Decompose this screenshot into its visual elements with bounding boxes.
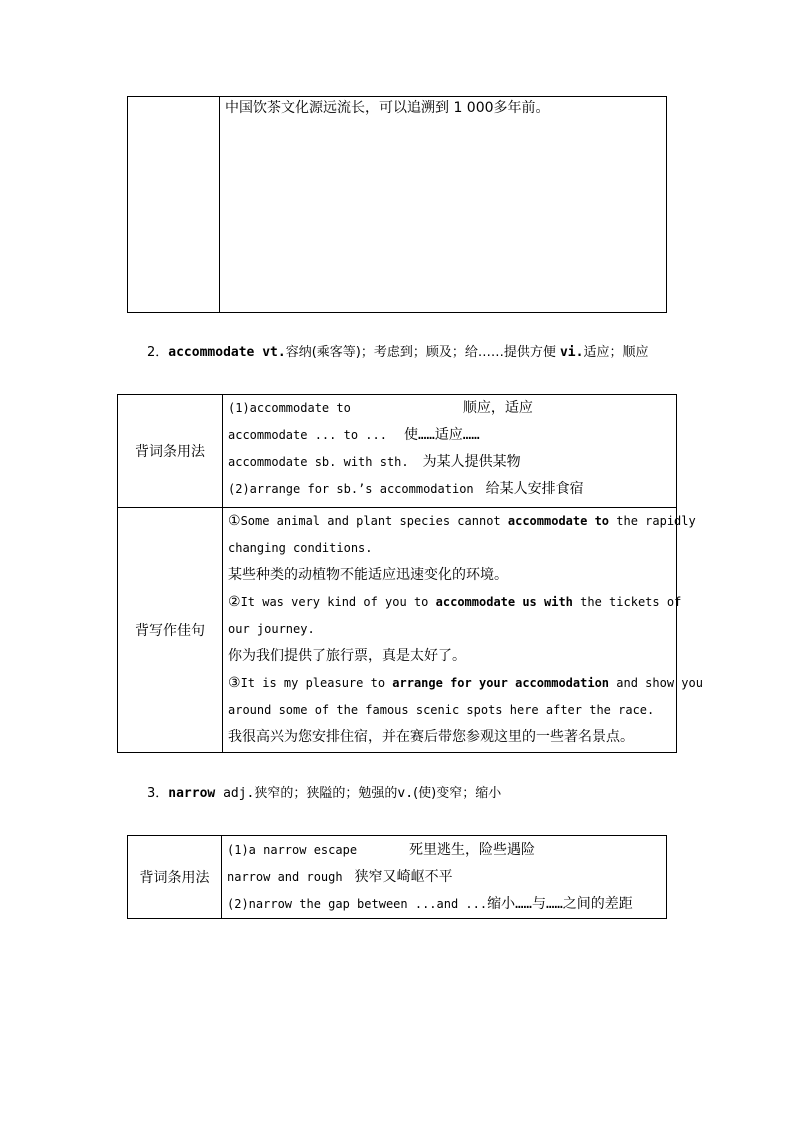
heading2-meaning: 容纳(乘客等)；考虑到；顾及；给……提供方便	[285, 345, 560, 360]
usage-cn: 顺应，适应	[462, 400, 533, 416]
example-1-cn: 某些种类的动植物不能适应迅速变化的环境。	[228, 567, 508, 583]
example-2-line-2: our journey.	[228, 622, 315, 636]
example-3-pre: It is my pleasure to	[240, 676, 393, 690]
heading3-word: narrow	[168, 786, 216, 801]
example-1-bold: accommodate to	[507, 514, 610, 528]
example-3-cn: 我很高兴为您安排住宿，并在赛后带您参观这里的一些著名景点。	[228, 729, 634, 745]
example-2-pre: It was very kind of you to	[240, 595, 436, 609]
heading3-v: v.	[397, 786, 414, 801]
table-accommodate	[117, 394, 703, 753]
example-2-line-1	[223, 589, 682, 616]
narrow-usage-row	[222, 837, 666, 864]
usage-row	[223, 476, 676, 503]
example-2-post: the tickets of	[572, 595, 682, 609]
usage-en: (2)narrow the gap between ...and ...	[227, 897, 488, 911]
example-1-line-2: changing conditions.	[228, 541, 373, 555]
example-3-line-2: around some of the famous scenic spots here after the race.	[228, 703, 655, 717]
heading3-pos: adj.	[215, 786, 255, 801]
heading2-meaning2: 适应；顺应	[583, 345, 649, 360]
narrow-usage-row	[222, 864, 666, 891]
narrow-usage-row	[222, 891, 666, 918]
example-2-num: ②	[228, 594, 241, 610]
usage-en: (1)a narrow escape	[227, 843, 358, 857]
table-tea-culture	[127, 96, 667, 313]
usage-row	[223, 422, 676, 449]
example-3-post: and show you	[609, 676, 703, 690]
usage-row	[223, 395, 676, 422]
heading3-meaning2: (使)变窄；缩小	[413, 786, 502, 801]
usage-en: (2)arrange for sb.’s accommodation	[228, 482, 474, 496]
example-cell	[223, 508, 703, 753]
tea-culture-sentence: 中国饮茶文化源远流长，可以追溯到 1 000多年前。	[225, 100, 550, 116]
example-1-pre: Some animal and plant species cannot	[240, 514, 508, 528]
heading3-num: 3．	[147, 786, 169, 801]
example-1-num: ①	[228, 513, 241, 529]
table-narrow	[127, 835, 667, 919]
usage-en: (1)accommodate to	[228, 401, 351, 415]
heading2-word: accommodate vt.	[168, 345, 286, 360]
usage-cell	[223, 395, 677, 508]
example-1-line-1	[223, 508, 696, 535]
usage-cn: 死里逃生，险些遇险	[409, 842, 536, 858]
example-2-bold: accommodate us with	[435, 595, 573, 609]
example-3-line-1	[223, 670, 703, 697]
example-3-bold: arrange for your accommodation	[392, 676, 610, 690]
usage-cn: 为某人提供某物	[422, 454, 521, 470]
usage-en: accommodate ... to ...	[228, 428, 387, 442]
usage-label: 背词条用法	[118, 395, 223, 508]
usage-cn: 缩小……与……之间的差距	[487, 896, 633, 912]
narrow-usage-cell	[222, 836, 667, 919]
table1-text-cell	[220, 97, 667, 313]
narrow-usage-label: 背词条用法	[128, 836, 222, 919]
heading3-meaning: 狭窄的；狭隘的；勉强的	[254, 786, 398, 801]
example-3-num: ③	[228, 675, 241, 691]
heading-accommodate	[147, 341, 648, 360]
heading2-vi: vi.	[559, 345, 584, 360]
heading2-num: 2．	[147, 345, 169, 360]
example-2-cn: 你为我们提供了旅行票，真是太好了。	[228, 648, 466, 664]
usage-cn: 使……适应……	[403, 427, 480, 443]
table1-left-cell	[128, 97, 220, 313]
example-1-post: the rapidly	[609, 514, 696, 528]
usage-en: accommodate sb. with sth.	[228, 455, 409, 469]
usage-en: narrow and rough	[227, 870, 343, 884]
usage-cn: 狭窄又崎岖不平	[354, 869, 453, 885]
heading-narrow	[147, 782, 501, 801]
usage-row	[223, 449, 676, 476]
example-label: 背写作佳句	[118, 508, 223, 753]
usage-cn: 给某人安排食宿	[485, 481, 584, 497]
